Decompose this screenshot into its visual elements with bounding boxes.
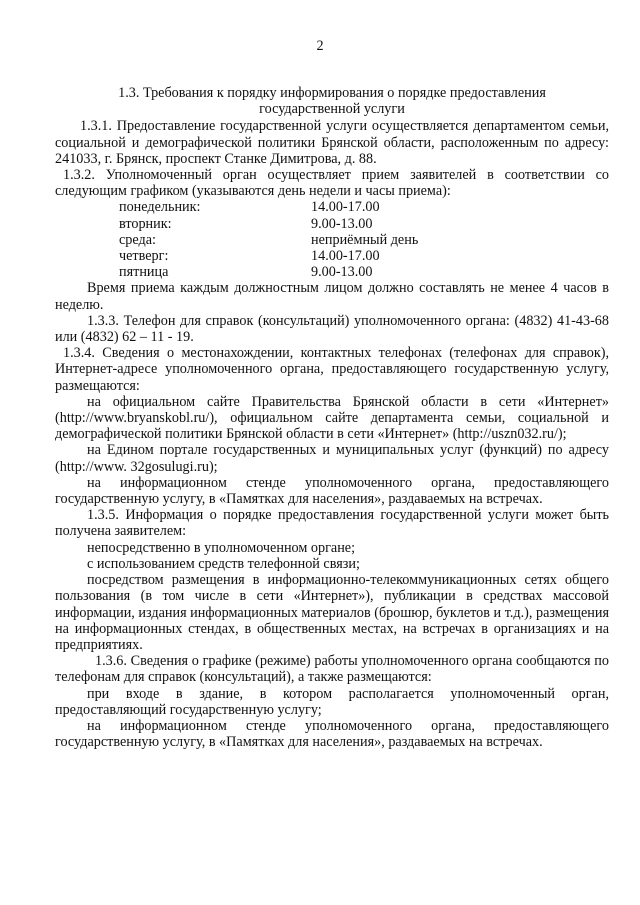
section-heading-line-1: 1.3. Требования к порядку информирования о порядке предоставления [118, 85, 546, 101]
paragraph-1-3-4-official-sites: на официальном сайте Правительства Брянской области в сети «Интернет» (http://www.bryanskobl.ru/), официальном сайте департамента семьи, социальной и демографической политики Брянской области в сети «Интернет» (http://uszn032.ru/); [55, 393, 609, 443]
paragraph-1-3-6: 1.3.6. Сведения о графике (режиме) работы уполномоченного органа сообщаются по телефонам для справок (консультаций), а также размещаются: [55, 653, 609, 686]
schedule-row [55, 216, 609, 232]
schedule-day: пятница [119, 264, 169, 281]
schedule-hours: 9.00-13.00 [311, 215, 373, 232]
schedule-hours: неприёмный день [311, 231, 419, 248]
paragraph-1-3-2: 1.3.2. Уполномоченный орган осуществляет прием заявителей в соответствии со следующим графиком (указываются день недели и часы приема): [55, 167, 609, 200]
schedule-row [55, 199, 609, 215]
paragraph-1-3-1: 1.3.1. Предоставление государственной услуги осуществляется департаментом семьи, социальной и демографической политики Брянской области, расположенным по адресу: 241033, г. Брянск, проспект Станке Димитрова, д. 88. [55, 118, 609, 167]
schedule-day: вторник: [119, 215, 172, 232]
paragraph-reception-time: Время приема каждым должностным лицом должно составлять не менее 4 часов в неделю. [55, 280, 609, 313]
reception-schedule [55, 199, 609, 280]
paragraph-1-3-6-entrance: при входе в здание, в котором располагается уполномоченный орган, предоставляющий государственную услугу; [55, 685, 609, 718]
schedule-hours: 14.00-17.00 [311, 199, 380, 216]
schedule-day: среда: [119, 231, 156, 248]
schedule-day: четверг: [119, 248, 169, 265]
schedule-day: понедельник: [119, 199, 201, 216]
paragraph-1-3-4: 1.3.4. Сведения о местонахождении, контактных телефонах (телефонах для справок), Интернет-адресе уполномоченного органа, предоставляющего государственную услугу, размещаются: [55, 345, 609, 394]
paragraph-1-3-4-info-stand: на информационном стенде уполномоченного органа, предоставляющего государственную услугу, в «Памятках для населения», раздаваемых на встречах. [55, 474, 609, 508]
paragraph-1-3-4-unified-portal: на Едином портале государственных и муниципальных услуг (функций) по адресу (http://www. 32gosulugi.ru); [55, 442, 609, 475]
paragraph-1-3-5-directly: непосредственно в уполномоченном органе; [87, 539, 356, 556]
paragraph-1-3-3: 1.3.3. Телефон для справок (консультаций) уполномоченного органа: (4832) 41-43-68 или (4832) 62 – 11 - 19. [55, 312, 609, 346]
paragraph-1-3-5: 1.3.5. Информация о порядке предоставления государственной услуги может быть получена заявителем: [55, 507, 609, 540]
schedule-hours: 14.00-17.00 [311, 248, 380, 265]
paragraph-1-3-6-info-stand: на информационном стенде уполномоченного органа, предоставляющего государственную услугу, в «Памятках для населения», раздаваемых на встречах. [55, 717, 609, 751]
schedule-row [55, 248, 609, 264]
page-number: 2 [316, 38, 324, 54]
schedule-row [55, 232, 609, 248]
paragraph-1-3-5-telephone: с использованием средств телефонной связи; [87, 555, 360, 572]
document-body [55, 85, 609, 750]
section-heading-line-2: государственной услуги [259, 101, 405, 118]
schedule-hours: 9.00-13.00 [311, 264, 373, 281]
section-heading [55, 85, 609, 117]
paragraph-1-3-5-networks: посредством размещения в информационно-телекоммуникационных сетях общего пользования (в том числе в сети «Интернет»), публикации в средствах массовой информации, издания информационных материалов (брошюр, буклетов и т.д.), размещения на информационных стендах, в общественных местах, на встречах в организациях и на предприятиях. [55, 572, 609, 653]
schedule-row [55, 264, 609, 280]
